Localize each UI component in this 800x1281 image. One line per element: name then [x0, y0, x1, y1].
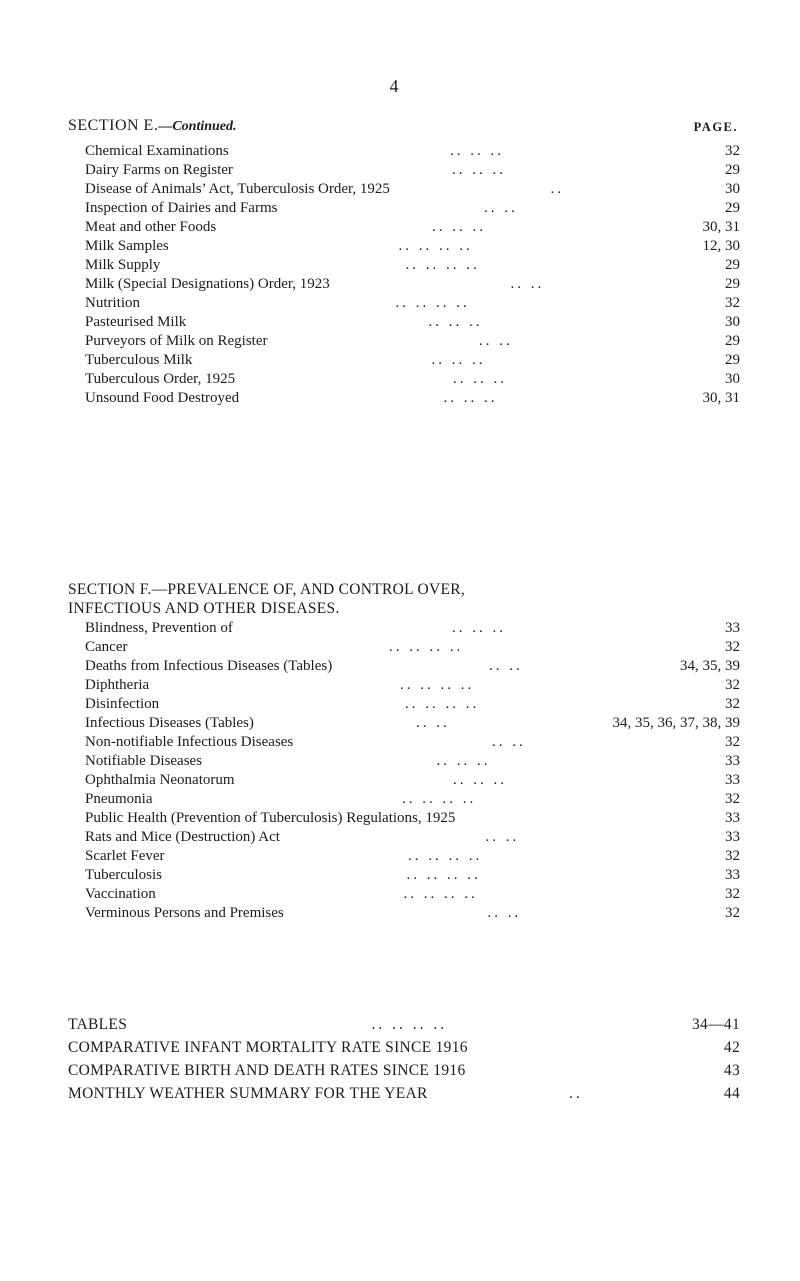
- index-entry-label: TABLES: [68, 1016, 128, 1033]
- index-entry-page: 33: [725, 620, 740, 636]
- index-entry-label: Milk Samples: [85, 238, 169, 254]
- section-e-title: SECTION E.: [68, 117, 159, 134]
- index-entry-page: 42: [723, 1039, 740, 1056]
- index-entry-label: Inspection of Dairies and Farms: [85, 200, 278, 216]
- index-entry-label: Scarlet Fever: [85, 848, 165, 864]
- index-entry-leader: .. .. ..: [450, 143, 504, 159]
- section-e-index-list: [85, 142, 740, 408]
- index-entry-page: 33: [725, 829, 740, 845]
- index-entry: [85, 370, 740, 389]
- index-entry-page: 29: [725, 257, 740, 273]
- index-entry: [85, 218, 740, 237]
- index-entry-page: 29: [725, 333, 740, 349]
- index-entry-leader: ..: [550, 181, 564, 197]
- index-entry-leader: .. .. .. ..: [402, 791, 477, 807]
- index-entry: [85, 256, 740, 275]
- index-entry: [85, 237, 740, 256]
- index-entry-label: Non-notifiable Infectious Diseases: [85, 734, 294, 750]
- index-entry-leader: .. .. .. ..: [403, 886, 478, 902]
- index-entry-leader: .. .. .. ..: [398, 238, 473, 254]
- index-entry-leader: .. .. .. ..: [405, 257, 480, 273]
- index-entry-label: Tuberculous Milk: [85, 352, 193, 368]
- index-entry: [85, 752, 740, 771]
- index-entry-label: Chemical Examinations: [85, 143, 229, 159]
- index-entry-leader: ..: [569, 1085, 583, 1102]
- index-entry: [85, 676, 740, 695]
- index-entry-leader: .. .. .. ..: [406, 867, 481, 883]
- section-f-title-line1: SECTION F.—PREVALENCE OF, AND CONTROL OVER,: [68, 581, 466, 598]
- index-entry: [85, 809, 740, 828]
- index-entry-page: 32: [725, 734, 740, 750]
- index-entry-label: Infectious Diseases (Tables): [85, 715, 254, 731]
- index-entry-leader: .. ..: [485, 829, 520, 845]
- index-entry: [85, 695, 740, 714]
- index-entry: [68, 1082, 740, 1105]
- index-entry: [85, 866, 740, 885]
- index-entry-leader: .. .. ..: [443, 390, 498, 406]
- index-entry: [85, 638, 740, 657]
- index-entry-label: Cancer: [85, 639, 128, 655]
- index-entry-page: 32: [725, 143, 740, 159]
- page-number: 4: [389, 76, 399, 96]
- index-entry-page: 32: [725, 677, 740, 693]
- index-entry-label: Disease of Animals’ Act, Tuberculosis Order, 1925: [85, 181, 390, 197]
- index-entry-leader: .. .. ..: [452, 620, 506, 636]
- index-entry-leader: .. .. ..: [432, 219, 486, 235]
- index-entry-label: Vaccination: [85, 886, 156, 902]
- index-entry-label: MONTHLY WEATHER SUMMARY FOR THE YEAR: [68, 1085, 428, 1102]
- index-entry-page: 34, 35, 39: [680, 658, 740, 674]
- index-entry-leader: .. .. .. ..: [395, 295, 470, 311]
- index-entry-label: Verminous Persons and Premises: [85, 905, 284, 921]
- index-entry: [85, 885, 740, 904]
- page-column-header: PAGE.: [693, 120, 738, 134]
- index-entry-label: Dairy Farms on Register: [85, 162, 233, 178]
- index-entry-label: Tuberculous Order, 1925: [85, 371, 236, 387]
- section-f-heading: [68, 580, 740, 618]
- index-entry: [85, 313, 740, 332]
- index-entry-leader: .. ..: [484, 200, 518, 216]
- section-e-continued: —Continued.: [158, 119, 237, 134]
- index-entry: [85, 828, 740, 847]
- index-entry-page: 32: [725, 639, 740, 655]
- index-entry-page: 30, 31: [702, 390, 740, 406]
- index-entry-label: Disinfection: [85, 696, 160, 712]
- index-entry: [85, 619, 740, 638]
- appendix-index-list: [68, 1013, 740, 1105]
- index-entry: [85, 161, 740, 180]
- index-entry-leader: .. ..: [492, 734, 526, 750]
- index-entry-label: Unsound Food Destroyed: [85, 390, 240, 406]
- index-entry-label: Tuberculosis: [85, 867, 162, 883]
- index-entry-leader: .. .. ..: [453, 371, 507, 387]
- index-entry-page: 33: [725, 867, 740, 883]
- index-entry: [85, 180, 740, 199]
- index-entry: [85, 294, 740, 313]
- index-entry-label: Ophthalmia Neonatorum: [85, 772, 235, 788]
- section-f-index-list: [85, 619, 740, 923]
- index-entry-leader: .. .. ..: [436, 753, 491, 769]
- index-entry: [85, 714, 740, 733]
- index-entry-leader: .. .. ..: [428, 314, 483, 330]
- index-entry-label: COMPARATIVE BIRTH AND DEATH RATES SINCE 1916: [68, 1062, 466, 1079]
- index-entry-label: Diphtheria: [85, 677, 150, 693]
- index-entry: [85, 332, 740, 351]
- index-entry-leader: .. .. .. ..: [408, 848, 483, 864]
- index-entry-leader: .. .. .. ..: [371, 1016, 448, 1033]
- index-entry-leader: .. ..: [416, 715, 450, 731]
- index-entry-page: 33: [725, 772, 740, 788]
- index-entry-label: Deaths from Infectious Diseases (Tables): [85, 658, 333, 674]
- index-entry: [85, 275, 740, 294]
- index-entry-page: 33: [725, 810, 740, 826]
- index-entry-page: 29: [725, 352, 740, 368]
- index-entry-page: 32: [725, 696, 740, 712]
- index-entry-leader: .. .. .. ..: [389, 639, 464, 655]
- index-entry-page: 32: [725, 848, 740, 864]
- index-entry-leader: .. ..: [487, 905, 522, 921]
- index-entry-page: 29: [725, 276, 740, 292]
- index-entry-label: COMPARATIVE INFANT MORTALITY RATE SINCE 1916: [68, 1039, 468, 1056]
- index-entry-label: Meat and other Foods: [85, 219, 217, 235]
- index-entry: [85, 657, 740, 676]
- index-entry-leader: .. ..: [510, 276, 545, 292]
- index-entry: [85, 389, 740, 408]
- index-entry-label: Blindness, Prevention of: [85, 620, 233, 636]
- index-entry-label: Rats and Mice (Destruction) Act: [85, 829, 280, 845]
- index-entry: [85, 790, 740, 809]
- index-entry-leader: .. .. ..: [431, 352, 486, 368]
- index-entry-page: 30: [725, 181, 740, 197]
- index-entry-label: Nutrition: [85, 295, 140, 311]
- index-entry-page: 32: [725, 905, 740, 921]
- index-entry-page: 30: [725, 371, 740, 387]
- index-entry-page: 44: [723, 1085, 740, 1102]
- index-entry-page: 34—41: [692, 1016, 740, 1033]
- index-entry-leader: .. ..: [479, 333, 513, 349]
- index-entry-leader: .. .. .. ..: [400, 677, 475, 693]
- index-entry-leader: .. .. .. ..: [405, 696, 480, 712]
- index-entry: [85, 847, 740, 866]
- index-entry: [85, 733, 740, 752]
- index-entry-label: Notifiable Diseases: [85, 753, 203, 769]
- index-entry-page: 32: [725, 886, 740, 902]
- index-entry-label: Public Health (Prevention of Tuberculosis) Regulations, 1925: [85, 810, 456, 826]
- section-e-heading: [68, 117, 740, 135]
- index-entry-leader: .. .. ..: [452, 162, 506, 178]
- index-entry-page: 34, 35, 36, 37, 38, 39: [612, 715, 740, 731]
- index-entry-page: 30, 31: [702, 219, 740, 235]
- index-entry: [85, 199, 740, 218]
- index-entry-page: 33: [725, 753, 740, 769]
- index-entry-page: 29: [725, 162, 740, 178]
- index-entry-leader: .. .. ..: [453, 772, 507, 788]
- index-entry: [68, 1013, 740, 1036]
- index-entry: [85, 904, 740, 923]
- index-entry-page: 29: [725, 200, 740, 216]
- index-entry: [85, 351, 740, 370]
- index-entry-page: 32: [725, 295, 740, 311]
- section-f-title-line2: INFECTIOUS AND OTHER DISEASES.: [68, 600, 340, 617]
- index-entry-page: 32: [725, 791, 740, 807]
- index-entry-leader: .. ..: [489, 658, 523, 674]
- index-entry: [68, 1036, 740, 1059]
- index-entry-label: Pasteurised Milk: [85, 314, 187, 330]
- index-entry: [85, 142, 740, 161]
- index-entry-label: Pneumonia: [85, 791, 153, 807]
- index-entry: [85, 771, 740, 790]
- index-entry: [68, 1059, 740, 1082]
- index-entry-label: Milk Supply: [85, 257, 161, 273]
- index-entry-page: 12, 30: [702, 238, 740, 254]
- index-entry-page: 30: [725, 314, 740, 330]
- index-entry-page: 43: [723, 1062, 740, 1079]
- index-entry-label: Milk (Special Designations) Order, 1923: [85, 276, 330, 292]
- index-entry-label: Purveyors of Milk on Register: [85, 333, 268, 349]
